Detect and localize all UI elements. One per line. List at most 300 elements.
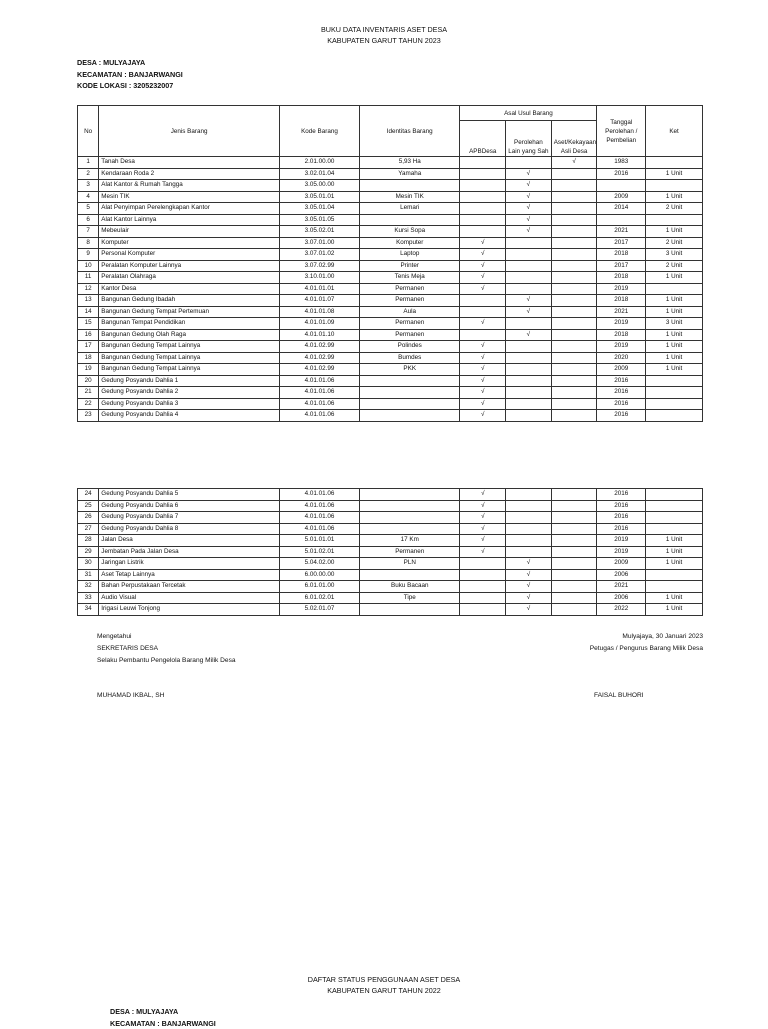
cell-identitas: Lemari	[360, 203, 460, 215]
cell-tanggal: 1983	[597, 157, 646, 169]
cell-ket	[646, 410, 703, 422]
cell-no: 23	[78, 410, 99, 422]
cell-identitas	[360, 512, 460, 524]
cell-perolehan-lain	[506, 489, 552, 501]
cell-apbdesa	[460, 558, 506, 570]
cell-apbdesa: √	[460, 523, 506, 535]
cell-tanggal: 2009	[597, 364, 646, 376]
cell-identitas: Permanen	[360, 546, 460, 558]
cell-aset-asli	[551, 375, 597, 387]
cell-aset-asli	[551, 214, 597, 226]
inventory-table-part2	[77, 488, 703, 616]
cell-tanggal: 2016	[597, 489, 646, 501]
cell-kode-barang: 4.01.01.06	[279, 489, 359, 501]
cell-tanggal: 2019	[597, 535, 646, 547]
cell-no: 18	[78, 352, 99, 364]
cell-kode-barang: 6.00.00.00	[279, 569, 359, 581]
cell-perolehan-lain: √	[506, 180, 552, 192]
cell-aset-asli	[551, 523, 597, 535]
cell-jenis-barang: Kantor Desa	[99, 283, 280, 295]
cell-identitas: Tipe	[360, 592, 460, 604]
cell-jenis-barang: Jembatan Pada Jalan Desa	[99, 546, 280, 558]
cell-no: 4	[78, 191, 99, 203]
cell-perolehan-lain	[506, 364, 552, 376]
cell-tanggal: 2014	[597, 203, 646, 215]
cell-apbdesa	[460, 180, 506, 192]
cell-ket: 1 Unit	[646, 191, 703, 203]
cell-aset-asli	[551, 341, 597, 353]
cell-kode-barang: 4.01.01.10	[279, 329, 359, 341]
info-block	[77, 57, 183, 92]
cell-jenis-barang: Peralatan Olahraga	[99, 272, 280, 284]
table-row	[78, 569, 703, 581]
cell-jenis-barang: Bangunan Gedung Tempat Lainnya	[99, 364, 280, 376]
cell-tanggal: 2022	[597, 604, 646, 616]
cell-perolehan-lain	[506, 523, 552, 535]
cell-ket: 1 Unit	[646, 226, 703, 238]
cell-identitas	[360, 500, 460, 512]
cell-perolehan-lain	[506, 237, 552, 249]
cell-perolehan-lain: √	[506, 592, 552, 604]
cell-jenis-barang: Gedung Posyandu Dahlia 6	[99, 500, 280, 512]
cell-aset-asli	[551, 364, 597, 376]
table-row	[78, 237, 703, 249]
header-no: No	[78, 106, 99, 157]
cell-kode-barang: 4.01.02.99	[279, 352, 359, 364]
cell-no: 17	[78, 341, 99, 353]
cell-jenis-barang: Gedung Posyandu Dahlia 3	[99, 398, 280, 410]
cell-ket	[646, 489, 703, 501]
table-row	[78, 249, 703, 261]
cell-jenis-barang: Alat Penyimpan Perelengkapan Kantor	[99, 203, 280, 215]
sig-right-line2: Petugas / Pengurus Barang Milik Desa	[590, 643, 703, 655]
cell-identitas: Polindes	[360, 341, 460, 353]
cell-aset-asli	[551, 558, 597, 570]
cell-perolehan-lain: √	[506, 581, 552, 593]
signature-left	[97, 631, 236, 667]
cell-ket	[646, 398, 703, 410]
cell-tanggal: 2018	[597, 329, 646, 341]
cell-ket: 1 Unit	[646, 329, 703, 341]
cell-perolehan-lain	[506, 387, 552, 399]
info-kode-lokasi: KODE LOKASI : 3205232007	[77, 80, 183, 92]
cell-tanggal: 2009	[597, 558, 646, 570]
cell-kode-barang: 4.01.02.99	[279, 364, 359, 376]
cell-jenis-barang: Gedung Posyandu Dahlia 5	[99, 489, 280, 501]
table-row	[78, 329, 703, 341]
cell-identitas	[360, 387, 460, 399]
cell-no: 30	[78, 558, 99, 570]
cell-identitas: Permanen	[360, 318, 460, 330]
cell-aset-asli	[551, 306, 597, 318]
table-row	[78, 214, 703, 226]
cell-kode-barang: 3.05.02.01	[279, 226, 359, 238]
cell-identitas: Komputer	[360, 237, 460, 249]
cell-identitas	[360, 604, 460, 616]
cell-no: 31	[78, 569, 99, 581]
cell-apbdesa: √	[460, 489, 506, 501]
cell-identitas: Kursi Sopa	[360, 226, 460, 238]
cell-jenis-barang: Bangunan Gedung Tempat Pertemuan	[99, 306, 280, 318]
cell-identitas: Yamaha	[360, 168, 460, 180]
cell-aset-asli	[551, 260, 597, 272]
cell-ket: 3 Unit	[646, 249, 703, 261]
cell-ket: 2 Unit	[646, 203, 703, 215]
cell-ket: 1 Unit	[646, 558, 703, 570]
cell-perolehan-lain: √	[506, 558, 552, 570]
cell-perolehan-lain	[506, 260, 552, 272]
cell-identitas: PKK	[360, 364, 460, 376]
cell-aset-asli	[551, 168, 597, 180]
cell-jenis-barang: Bangunan Gedung Tempat Lainnya	[99, 341, 280, 353]
cell-jenis-barang: Alat Kantor Lainnya	[99, 214, 280, 226]
cell-tanggal: 2020	[597, 352, 646, 364]
cell-aset-asli	[551, 512, 597, 524]
cell-jenis-barang: Gedung Posyandu Dahlia 4	[99, 410, 280, 422]
cell-perolehan-lain: √	[506, 306, 552, 318]
cell-ket: 2 Unit	[646, 237, 703, 249]
cell-tanggal: 2016	[597, 500, 646, 512]
cell-identitas: Tenis Meja	[360, 272, 460, 284]
cell-perolehan-lain	[506, 283, 552, 295]
cell-kode-barang: 4.01.01.09	[279, 318, 359, 330]
cell-ket: 1 Unit	[646, 546, 703, 558]
cell-apbdesa	[460, 329, 506, 341]
cell-tanggal: 2016	[597, 512, 646, 524]
cell-ket	[646, 214, 703, 226]
cell-apbdesa	[460, 191, 506, 203]
cell-perolehan-lain	[506, 318, 552, 330]
cell-tanggal: 2018	[597, 272, 646, 284]
cell-identitas: Permanen	[360, 295, 460, 307]
table-row	[78, 581, 703, 593]
cell-ket	[646, 180, 703, 192]
cell-kode-barang: 4.01.01.06	[279, 512, 359, 524]
document-title: BUKU DATA INVENTARIS ASET DESA	[0, 24, 768, 35]
cell-jenis-barang: Jalan Desa	[99, 535, 280, 547]
cell-ket: 1 Unit	[646, 341, 703, 353]
cell-aset-asli	[551, 180, 597, 192]
cell-tanggal: 2018	[597, 295, 646, 307]
cell-identitas: Printer	[360, 260, 460, 272]
cell-identitas	[360, 489, 460, 501]
header-identitas-barang: Identitas Barang	[360, 106, 460, 157]
table-row	[78, 500, 703, 512]
footer-kecamatan: KECAMATAN : BANJARWANGI	[110, 1018, 216, 1029]
cell-perolehan-lain: √	[506, 329, 552, 341]
cell-jenis-barang: Mesin TIK	[99, 191, 280, 203]
cell-jenis-barang: Gedung Posyandu Dahlia 1	[99, 375, 280, 387]
sig-right-name: FAISAL BUHORI	[594, 690, 644, 702]
cell-tanggal: 2019	[597, 546, 646, 558]
cell-aset-asli	[551, 249, 597, 261]
cell-ket: 1 Unit	[646, 352, 703, 364]
table-row	[78, 535, 703, 547]
cell-no: 13	[78, 295, 99, 307]
cell-apbdesa	[460, 295, 506, 307]
cell-no: 26	[78, 512, 99, 524]
cell-perolehan-lain: √	[506, 214, 552, 226]
cell-no: 25	[78, 500, 99, 512]
cell-tanggal: 2021	[597, 581, 646, 593]
table-row	[78, 512, 703, 524]
table-row	[78, 523, 703, 535]
cell-kode-barang: 4.01.01.01	[279, 283, 359, 295]
cell-ket	[646, 569, 703, 581]
cell-perolehan-lain	[506, 341, 552, 353]
cell-jenis-barang: Bangunan Gedung Tempat Lainnya	[99, 352, 280, 364]
cell-aset-asli	[551, 191, 597, 203]
cell-apbdesa: √	[460, 364, 506, 376]
cell-jenis-barang: Bangunan Tempat Pendidikan	[99, 318, 280, 330]
cell-apbdesa	[460, 168, 506, 180]
cell-identitas: Aula	[360, 306, 460, 318]
cell-no: 5	[78, 203, 99, 215]
cell-no: 6	[78, 214, 99, 226]
cell-ket: 3 Unit	[646, 318, 703, 330]
cell-apbdesa: √	[460, 500, 506, 512]
cell-tanggal	[597, 214, 646, 226]
cell-perolehan-lain: √	[506, 569, 552, 581]
cell-jenis-barang: Personal Komputer	[99, 249, 280, 261]
cell-no: 32	[78, 581, 99, 593]
cell-apbdesa: √	[460, 341, 506, 353]
cell-aset-asli	[551, 295, 597, 307]
table-row	[78, 203, 703, 215]
cell-perolehan-lain: √	[506, 604, 552, 616]
cell-kode-barang: 3.10.01.00	[279, 272, 359, 284]
signature-right	[590, 631, 703, 655]
cell-no: 22	[78, 398, 99, 410]
cell-jenis-barang: Alat Kantor & Rumah Tangga	[99, 180, 280, 192]
table-row	[78, 387, 703, 399]
cell-no: 2	[78, 168, 99, 180]
table-row	[78, 180, 703, 192]
cell-perolehan-lain	[506, 500, 552, 512]
cell-aset-asli: √	[551, 157, 597, 169]
cell-aset-asli	[551, 535, 597, 547]
cell-kode-barang: 3.07.02.99	[279, 260, 359, 272]
cell-apbdesa	[460, 157, 506, 169]
cell-kode-barang: 4.01.01.06	[279, 500, 359, 512]
cell-aset-asli	[551, 329, 597, 341]
cell-kode-barang: 3.02.01.04	[279, 168, 359, 180]
cell-apbdesa	[460, 203, 506, 215]
cell-tanggal: 2016	[597, 375, 646, 387]
cell-identitas: Permanen	[360, 283, 460, 295]
cell-ket: 1 Unit	[646, 295, 703, 307]
cell-ket	[646, 523, 703, 535]
cell-identitas: Buku Bacaan	[360, 581, 460, 593]
cell-apbdesa: √	[460, 283, 506, 295]
cell-kode-barang: 4.01.01.08	[279, 306, 359, 318]
cell-apbdesa: √	[460, 398, 506, 410]
cell-no: 9	[78, 249, 99, 261]
cell-perolehan-lain	[506, 249, 552, 261]
cell-no: 33	[78, 592, 99, 604]
cell-aset-asli	[551, 226, 597, 238]
cell-tanggal: 2016	[597, 168, 646, 180]
cell-no: 8	[78, 237, 99, 249]
cell-aset-asli	[551, 352, 597, 364]
cell-ket	[646, 387, 703, 399]
cell-apbdesa: √	[460, 375, 506, 387]
cell-jenis-barang: Kendaraan Roda 2	[99, 168, 280, 180]
cell-identitas	[360, 410, 460, 422]
cell-identitas	[360, 214, 460, 226]
cell-no: 29	[78, 546, 99, 558]
sig-left-line3: Selaku Pembantu Pengelola Barang Milik Desa	[97, 655, 236, 667]
cell-no: 7	[78, 226, 99, 238]
cell-no: 27	[78, 523, 99, 535]
cell-perolehan-lain	[506, 546, 552, 558]
cell-jenis-barang: Mebeulair	[99, 226, 280, 238]
cell-kode-barang: 3.05.01.01	[279, 191, 359, 203]
cell-kode-barang: 3.07.01.00	[279, 237, 359, 249]
cell-ket: 1 Unit	[646, 364, 703, 376]
cell-perolehan-lain	[506, 352, 552, 364]
header-aset-asli: Aset/Kekayaan Asli Desa	[551, 121, 597, 157]
cell-tanggal: 2019	[597, 318, 646, 330]
cell-kode-barang: 3.05.01.04	[279, 203, 359, 215]
cell-ket: 1 Unit	[646, 306, 703, 318]
cell-jenis-barang: Komputer	[99, 237, 280, 249]
footer-subtitle: KABUPATEN GARUT TAHUN 2022	[0, 985, 768, 996]
cell-apbdesa: √	[460, 535, 506, 547]
cell-no: 19	[78, 364, 99, 376]
cell-aset-asli	[551, 569, 597, 581]
cell-perolehan-lain	[506, 375, 552, 387]
table-body-part1	[78, 157, 703, 422]
cell-kode-barang: 5.01.02.01	[279, 546, 359, 558]
footer-desa: DESA : MULYAJAYA	[110, 1006, 216, 1018]
cell-apbdesa	[460, 306, 506, 318]
cell-kode-barang: 5.01.01.01	[279, 535, 359, 547]
cell-tanggal: 2016	[597, 387, 646, 399]
cell-ket: 1 Unit	[646, 592, 703, 604]
cell-tanggal: 2021	[597, 306, 646, 318]
cell-perolehan-lain: √	[506, 168, 552, 180]
cell-jenis-barang: Aset Tetap Lainnya	[99, 569, 280, 581]
cell-identitas	[360, 180, 460, 192]
cell-tanggal: 2016	[597, 398, 646, 410]
cell-ket	[646, 283, 703, 295]
header-apbdesa: APBDesa	[460, 121, 506, 157]
cell-ket	[646, 512, 703, 524]
table-row	[78, 272, 703, 284]
cell-tanggal: 2006	[597, 592, 646, 604]
cell-tanggal: 2017	[597, 237, 646, 249]
cell-jenis-barang: Gedung Posyandu Dahlia 2	[99, 387, 280, 399]
cell-ket	[646, 157, 703, 169]
cell-ket	[646, 375, 703, 387]
cell-kode-barang: 3.07.01.02	[279, 249, 359, 261]
cell-no: 21	[78, 387, 99, 399]
cell-kode-barang: 5.02.01.07	[279, 604, 359, 616]
cell-kode-barang: 4.01.01.06	[279, 410, 359, 422]
cell-apbdesa	[460, 214, 506, 226]
cell-kode-barang: 6.01.01.00	[279, 581, 359, 593]
sig-left-line2: SEKRETARIS DESA	[97, 643, 236, 655]
table-row	[78, 546, 703, 558]
inventory-table-part1	[77, 105, 703, 422]
cell-no: 11	[78, 272, 99, 284]
cell-apbdesa: √	[460, 546, 506, 558]
cell-identitas	[360, 569, 460, 581]
cell-identitas	[360, 398, 460, 410]
sig-left-line1: Mengetahui	[97, 631, 236, 643]
cell-tanggal: 2016	[597, 523, 646, 535]
cell-apbdesa: √	[460, 318, 506, 330]
cell-kode-barang: 4.01.01.06	[279, 387, 359, 399]
cell-apbdesa	[460, 581, 506, 593]
table-row	[78, 410, 703, 422]
cell-perolehan-lain: √	[506, 295, 552, 307]
cell-perolehan-lain	[506, 272, 552, 284]
cell-aset-asli	[551, 398, 597, 410]
cell-ket: 1 Unit	[646, 272, 703, 284]
cell-tanggal: 2016	[597, 410, 646, 422]
cell-tanggal: 2018	[597, 249, 646, 261]
cell-apbdesa: √	[460, 272, 506, 284]
header-jenis-barang: Jenis Barang	[99, 106, 280, 157]
cell-kode-barang: 3.05.01.05	[279, 214, 359, 226]
cell-jenis-barang: Audio Visual	[99, 592, 280, 604]
table-row	[78, 352, 703, 364]
cell-aset-asli	[551, 387, 597, 399]
cell-jenis-barang: Bangunan Gedung Ibadah	[99, 295, 280, 307]
cell-apbdesa: √	[460, 387, 506, 399]
cell-aset-asli	[551, 237, 597, 249]
cell-aset-asli	[551, 318, 597, 330]
table-row	[78, 592, 703, 604]
cell-apbdesa: √	[460, 260, 506, 272]
cell-jenis-barang: Tanah Desa	[99, 157, 280, 169]
table-row	[78, 558, 703, 570]
sig-left-name: MUHAMAD IKBAL, SH	[97, 690, 164, 702]
table-row	[78, 604, 703, 616]
cell-tanggal	[597, 180, 646, 192]
cell-ket: 2 Unit	[646, 260, 703, 272]
cell-perolehan-lain: √	[506, 191, 552, 203]
table-row	[78, 375, 703, 387]
table-row	[78, 318, 703, 330]
cell-perolehan-lain	[506, 410, 552, 422]
cell-ket: 1 Unit	[646, 168, 703, 180]
cell-kode-barang: 4.01.02.99	[279, 341, 359, 353]
cell-no: 16	[78, 329, 99, 341]
cell-apbdesa: √	[460, 237, 506, 249]
cell-no: 14	[78, 306, 99, 318]
header-ket: Ket	[646, 106, 703, 157]
cell-ket: 1 Unit	[646, 535, 703, 547]
cell-identitas: Bumdes	[360, 352, 460, 364]
header-asal-usul: Asal Usul Barang	[460, 106, 597, 121]
footer-info	[110, 1006, 216, 1029]
cell-identitas: PLN	[360, 558, 460, 570]
table-body-part2	[78, 489, 703, 616]
cell-jenis-barang: Bangunan Gedung Olah Raga	[99, 329, 280, 341]
cell-jenis-barang: Jaringan Listrik	[99, 558, 280, 570]
cell-aset-asli	[551, 410, 597, 422]
table-row	[78, 306, 703, 318]
cell-apbdesa: √	[460, 352, 506, 364]
cell-kode-barang: 6.01.02.01	[279, 592, 359, 604]
cell-aset-asli	[551, 203, 597, 215]
cell-apbdesa	[460, 569, 506, 581]
cell-jenis-barang: Gedung Posyandu Dahlia 7	[99, 512, 280, 524]
cell-no: 15	[78, 318, 99, 330]
